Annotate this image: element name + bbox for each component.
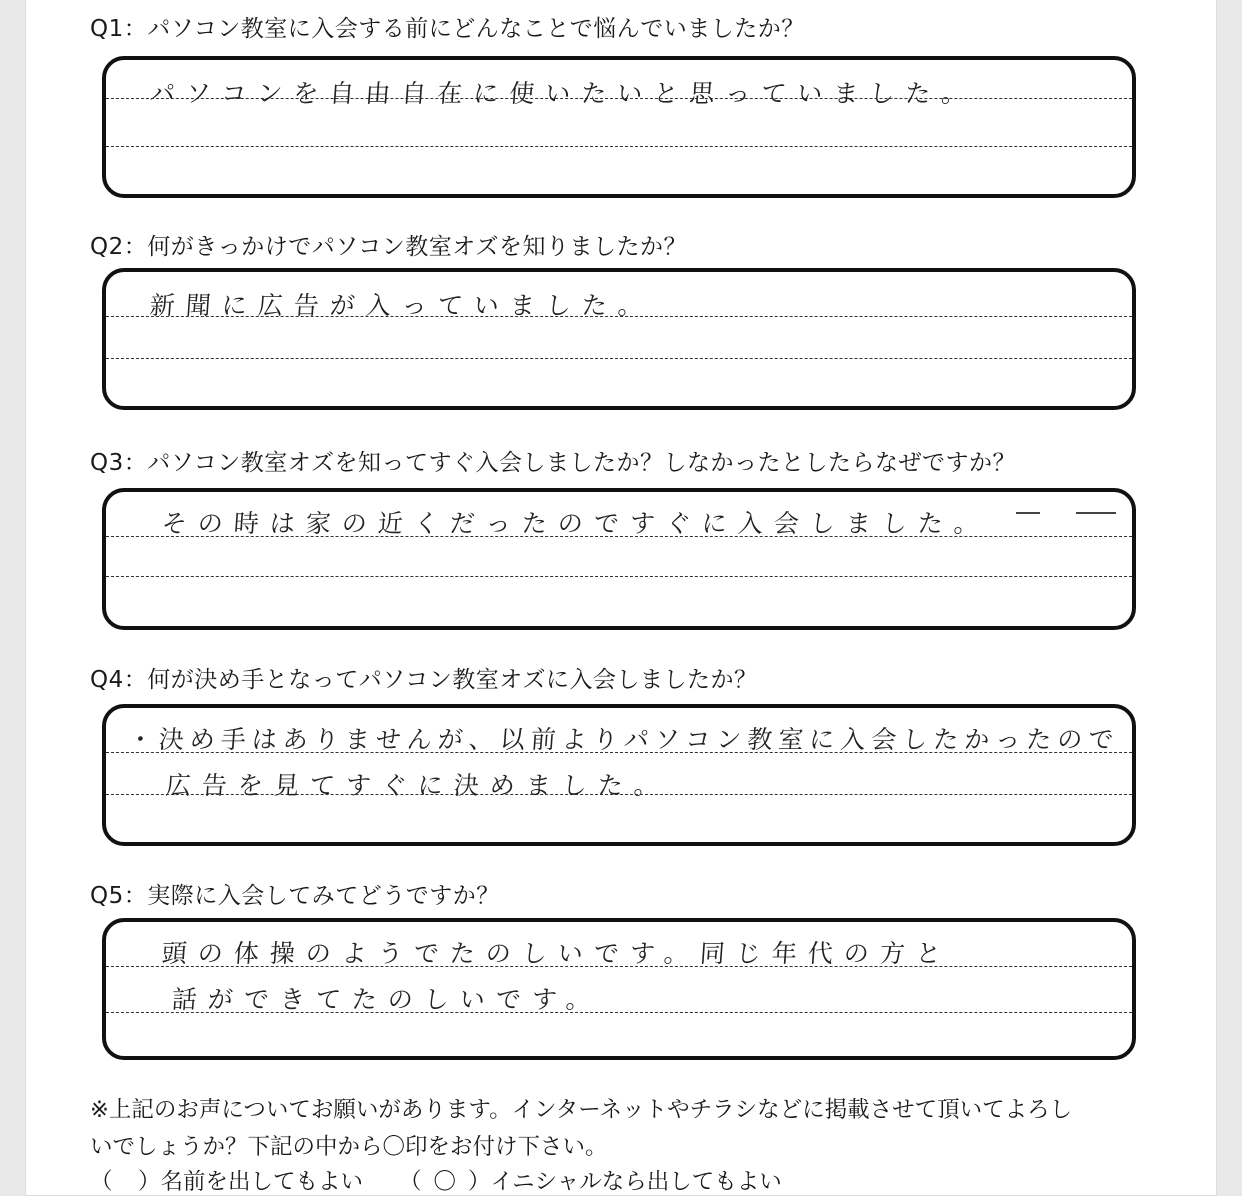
permission-note [90, 1092, 1170, 1166]
option-initials-ok-mark[interactable]: 〇 [433, 1169, 457, 1195]
question-3-label: Q3：パソコン教室オズを知ってすぐ入会しましたか？しなかったとしたらなぜですか？ [90, 450, 1017, 476]
answer-1-line-1: パソコンを自由自在に使いたいと思っていました。 [148, 79, 979, 108]
answer-5-line-2: 話ができてたのしいです。 [170, 985, 603, 1014]
answer-4-line-2: 広告を見てすぐに決めました。 [164, 771, 671, 800]
answer-box-4 [102, 704, 1136, 846]
answer-rule [106, 146, 1132, 147]
pen-stroke [1016, 512, 1040, 514]
permission-note-line-2: いでしょうか？下記の中から〇印をお付け下さい。 [90, 1134, 608, 1160]
option-name-ok-open[interactable]: （ [90, 1169, 113, 1195]
option-initials-ok-open[interactable]: （ [399, 1169, 422, 1195]
survey-sheet [26, 0, 1216, 1195]
answer-box-1 [102, 56, 1136, 198]
answer-box-3 [102, 488, 1136, 630]
pen-stroke [1076, 512, 1116, 514]
answer-box-5 [102, 918, 1136, 1060]
answer-rule [106, 358, 1132, 359]
question-4-label: Q4：何が決め手となってパソコン教室オズに入会しましたか？ [90, 667, 758, 693]
permission-note-line-1: ※上記のお声についてお願いがあります。インターネットやチラシなどに掲載させて頂いてよろし [90, 1097, 1073, 1123]
answer-5-line-1: 頭の体操のようでたのしいです。同じ年代の方と [160, 939, 953, 968]
answer-3-line-1: その時は家の近くだったのですぐに入会しました。 [160, 509, 991, 538]
question-5-label: Q5：実際に入会してみてどうですか？ [90, 883, 500, 909]
answer-rule [106, 576, 1132, 577]
option-initials-ok-label: ）イニシャルなら出してもよい [468, 1169, 782, 1195]
answer-2-line-1: 新聞に広告が入っていました。 [148, 291, 655, 320]
question-1-label: Q1：パソコン教室に入会する前にどんなことで悩んでいましたか？ [90, 16, 805, 42]
answer-box-2 [102, 268, 1136, 410]
option-name-ok-label: ）名前を出してもよい [138, 1169, 364, 1195]
question-2-label: Q2：何がきっかけでパソコン教室オズを知りましたか？ [90, 234, 688, 260]
answer-4-line-1: ・決め手はありませんが、以前よりパソコン教室に入会したかったので [126, 725, 1121, 754]
permission-options [90, 1164, 782, 1196]
